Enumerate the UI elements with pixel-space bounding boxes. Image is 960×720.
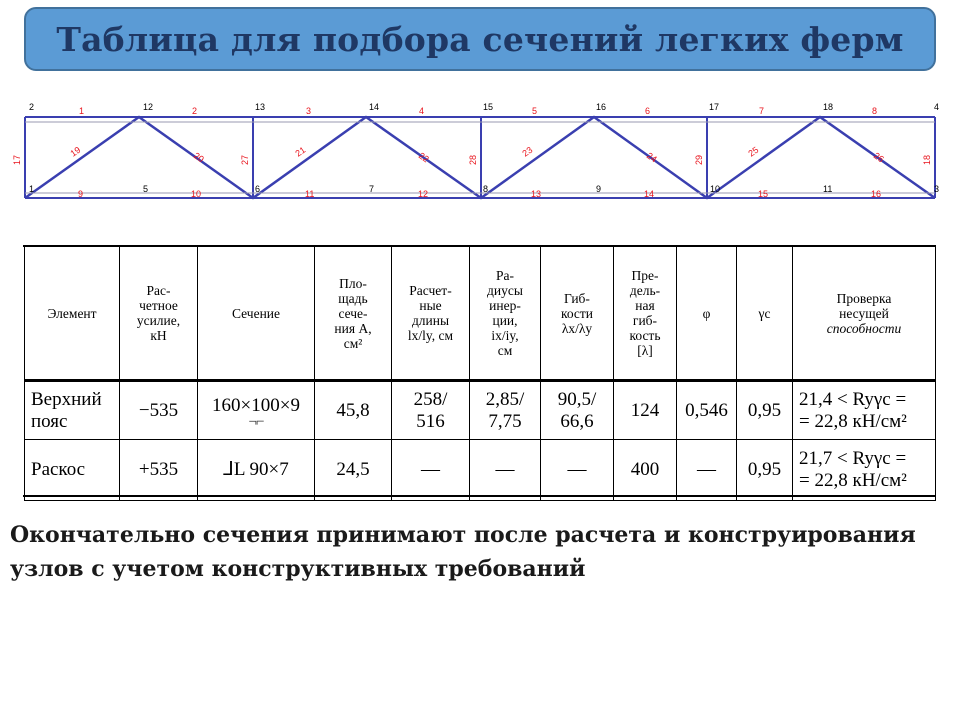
truss-diagonal-label: 22 — [416, 150, 431, 165]
truss-diagram — [0, 95, 960, 210]
truss-node-label: 16 — [596, 102, 607, 112]
truss-member-label: 10 — [191, 189, 202, 199]
truss-diagonal-label: 19 — [68, 144, 83, 159]
cell-section: ⅃L 90×7 — [198, 440, 315, 501]
truss-vertical-label: 27 — [240, 154, 250, 165]
header-section: Сечение — [198, 247, 315, 381]
cell-phi: — — [677, 440, 737, 501]
truss-node-label: 18 — [823, 102, 834, 112]
cell-check: 21,7 < Ryγc = = 22,8 кН/см² — [793, 440, 936, 501]
truss-node-label: 2 — [29, 102, 35, 112]
header-limit: Пре- дель- ная гиб- кость [λ] — [614, 247, 677, 381]
cell-force: +535 — [120, 440, 198, 501]
truss-diagonal-label: 24 — [644, 150, 659, 165]
truss-vertical-label: 28 — [468, 154, 478, 165]
truss-node-label: 11 — [823, 184, 833, 194]
truss-vertical-label: 18 — [922, 154, 932, 165]
truss-vertical-label: 29 — [694, 154, 704, 165]
truss-member-label: 16 — [871, 189, 882, 199]
truss-diagonal-label: 26 — [871, 150, 886, 165]
cell-force: −535 — [120, 381, 198, 440]
header-element: Элемент — [25, 247, 120, 381]
section-table — [24, 246, 936, 501]
cell-gamma: 0,95 — [737, 381, 793, 440]
truss-node-label: 13 — [255, 102, 266, 112]
truss-member-label: 15 — [758, 189, 769, 199]
cell-gamma: 0,95 — [737, 440, 793, 501]
truss-member-label: 6 — [645, 106, 651, 116]
truss-diagonal-label: 25 — [746, 144, 761, 159]
truss-node-label: 9 — [596, 184, 602, 194]
truss-member-label: 7 — [759, 106, 765, 116]
cell-radii: 2,85/ 7,75 — [470, 381, 541, 440]
cell-area: 24,5 — [315, 440, 392, 501]
truss-node-label: 17 — [709, 102, 720, 112]
truss-diagonal-label: 21 — [293, 144, 308, 159]
truss-member-label: 8 — [872, 106, 878, 116]
truss-node-label: 6 — [255, 184, 261, 194]
page-title: Таблица для подбора сечений легких ферм — [56, 19, 904, 59]
truss-member-label: 4 — [419, 106, 425, 116]
truss-diagonal-label: 20 — [191, 150, 206, 165]
truss-node-label: 1 — [29, 184, 35, 194]
cell-slenderness: — — [541, 440, 614, 501]
cell-check: 21,4 < Ryγc = = 22,8 кН/см² — [793, 381, 936, 440]
header-check: Проверка несущей способности — [793, 247, 936, 381]
header-area: Пло- щадь сече- ния A, см² — [315, 247, 392, 381]
cell-area: 45,8 — [315, 381, 392, 440]
title-banner — [24, 7, 936, 71]
truss-member-label: 3 — [306, 106, 312, 116]
truss-member-label: 1 — [79, 106, 85, 116]
header-force: Рас- четное усилие, кН — [120, 247, 198, 381]
truss-member-label: 5 — [532, 106, 538, 116]
truss-member-label: 12 — [418, 189, 429, 199]
header-radii: Ра- диусы инер- ции, ix/iy, см — [470, 247, 541, 381]
cell-section: 160×100×9 ¬⌐ — [198, 381, 315, 440]
truss-node-label: 4 — [934, 102, 940, 112]
cell-limit: 400 — [614, 440, 677, 501]
cell-radii: — — [470, 440, 541, 501]
truss-node-label: 7 — [369, 184, 375, 194]
truss-member-label: 13 — [531, 189, 542, 199]
cell-element: Раскос — [25, 440, 120, 501]
table-row — [25, 440, 936, 501]
truss-node-label: 3 — [934, 184, 940, 194]
cell-element: Верхний пояс — [25, 381, 120, 440]
truss-node-label: 15 — [483, 102, 494, 112]
truss-member-label: 11 — [305, 189, 315, 199]
angle-pair-icon: ¬⌐ — [248, 413, 264, 430]
header-phi: φ — [677, 247, 737, 381]
cell-slenderness: 90,5/ 66,6 — [541, 381, 614, 440]
truss-node-label: 8 — [483, 184, 489, 194]
truss-vertical-label: 17 — [12, 154, 22, 165]
truss-member-label: 14 — [644, 189, 655, 199]
truss-member-label: 9 — [78, 189, 84, 199]
cell-limit: 124 — [614, 381, 677, 440]
cell-lengths: 258/ 516 — [392, 381, 470, 440]
table-row — [25, 381, 936, 440]
truss-node-label: 12 — [143, 102, 154, 112]
header-gamma: γc — [737, 247, 793, 381]
truss-node-label: 10 — [710, 184, 721, 194]
truss-node-label: 14 — [369, 102, 380, 112]
truss-node-label: 5 — [143, 184, 149, 194]
truss-diagonal-label: 23 — [520, 144, 535, 159]
header-slenderness: Гиб- кости λx/λy — [541, 247, 614, 381]
header-lengths: Расчет- ные длины lx/ly, см — [392, 247, 470, 381]
table-header-row — [25, 247, 936, 381]
truss-member-label: 2 — [192, 106, 198, 116]
cell-phi: 0,546 — [677, 381, 737, 440]
conclusion-text: Окончательно сечения принимают после расчета и конструирования узлов с учетом конструктивных требований — [10, 522, 916, 582]
cell-lengths: — — [392, 440, 470, 501]
